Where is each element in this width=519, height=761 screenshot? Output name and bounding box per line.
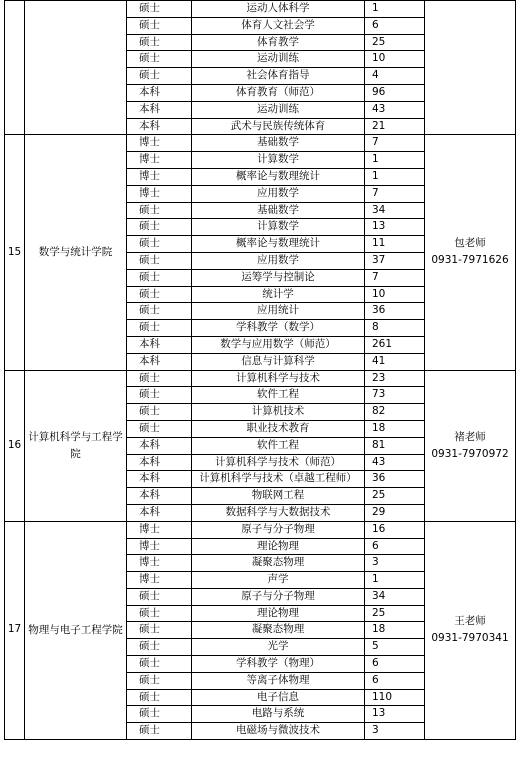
degree-level-cell: 博士 [127, 555, 192, 572]
college-name-cell: 数学与统计学院 [25, 135, 127, 370]
degree-level-cell: 本科 [127, 101, 192, 118]
college-name-cell: 物理与电子工程学院 [25, 521, 127, 739]
degree-level-cell: 本科 [127, 353, 192, 370]
degree-level-cell: 博士 [127, 185, 192, 202]
major-name-cell: 凝聚态物理 [192, 555, 365, 572]
major-name-cell: 理论物理 [192, 538, 365, 555]
enrollment-count-cell: 37 [365, 252, 425, 269]
enrollment-count-cell: 8 [365, 320, 425, 337]
contact-cell [425, 1, 516, 135]
table-body [5, 1, 516, 740]
contact-phone: 0931-7971626 [431, 254, 509, 267]
degree-level-cell: 本科 [127, 488, 192, 505]
degree-level-cell: 硕士 [127, 68, 192, 85]
major-name-cell: 运动训练 [192, 51, 365, 68]
enrollment-count-cell: 1 [365, 152, 425, 169]
major-name-cell: 职业技术教育 [192, 420, 365, 437]
degree-level-cell: 博士 [127, 168, 192, 185]
degree-level-cell: 硕士 [127, 34, 192, 51]
degree-level-cell: 硕士 [127, 639, 192, 656]
college-seq-cell: 15 [5, 135, 25, 370]
enrollment-count-cell: 1 [365, 1, 425, 18]
degree-level-cell: 硕士 [127, 219, 192, 236]
degree-level-cell: 本科 [127, 437, 192, 454]
major-name-cell: 原子与分子物理 [192, 588, 365, 605]
major-name-cell: 运动训练 [192, 101, 365, 118]
major-name-cell: 武术与民族传统体育 [192, 118, 365, 135]
enrollment-count-cell: 6 [365, 656, 425, 673]
enrollment-count-cell: 25 [365, 34, 425, 51]
major-name-cell: 计算机科学与技术 [192, 370, 365, 387]
degree-level-cell: 硕士 [127, 622, 192, 639]
enrollment-count-cell: 73 [365, 387, 425, 404]
enrollment-count-cell: 3 [365, 723, 425, 740]
table-row [5, 135, 516, 152]
major-name-cell: 体育教育（师范） [192, 84, 365, 101]
major-name-cell: 电子信息 [192, 689, 365, 706]
degree-level-cell: 硕士 [127, 202, 192, 219]
major-name-cell: 计算机技术 [192, 404, 365, 421]
enrollment-count-cell: 43 [365, 101, 425, 118]
enrollment-count-cell: 6 [365, 538, 425, 555]
degree-level-cell: 博士 [127, 152, 192, 169]
degree-level-cell: 本科 [127, 118, 192, 135]
major-name-cell: 理论物理 [192, 605, 365, 622]
enrollment-count-cell: 6 [365, 17, 425, 34]
contact-name: 王老师 [454, 615, 486, 628]
enrollment-count-cell: 41 [365, 353, 425, 370]
degree-level-cell: 硕士 [127, 605, 192, 622]
enrollment-count-cell: 81 [365, 437, 425, 454]
degree-level-cell: 硕士 [127, 320, 192, 337]
contact-cell [425, 521, 516, 739]
degree-level-cell: 硕士 [127, 17, 192, 34]
degree-level-cell: 本科 [127, 84, 192, 101]
major-name-cell: 应用数学 [192, 252, 365, 269]
table-row [5, 521, 516, 538]
college-seq-cell [5, 1, 25, 135]
major-name-cell: 原子与分子物理 [192, 521, 365, 538]
degree-level-cell: 硕士 [127, 286, 192, 303]
degree-level-cell: 本科 [127, 454, 192, 471]
major-name-cell: 计算机科学与技术（卓越工程师） [192, 471, 365, 488]
degree-level-cell: 硕士 [127, 303, 192, 320]
degree-level-cell: 硕士 [127, 1, 192, 18]
enrollment-count-cell: 6 [365, 672, 425, 689]
enrollment-count-cell: 1 [365, 572, 425, 589]
major-name-cell: 体育教学 [192, 34, 365, 51]
major-name-cell: 光学 [192, 639, 365, 656]
degree-level-cell: 硕士 [127, 252, 192, 269]
degree-level-cell: 硕士 [127, 420, 192, 437]
major-name-cell: 概率论与数理统计 [192, 236, 365, 253]
degree-level-cell: 硕士 [127, 387, 192, 404]
degree-level-cell: 硕士 [127, 269, 192, 286]
major-name-cell: 软件工程 [192, 437, 365, 454]
contact-name: 包老师 [454, 237, 486, 250]
college-name-cell: 计算机科学与工程学院 [25, 370, 127, 521]
enrollment-count-cell: 7 [365, 135, 425, 152]
degree-level-cell: 硕士 [127, 404, 192, 421]
major-name-cell: 软件工程 [192, 387, 365, 404]
table-row [5, 1, 516, 18]
enrollment-count-cell: 16 [365, 521, 425, 538]
major-name-cell: 基础数学 [192, 135, 365, 152]
enrollment-count-cell: 36 [365, 303, 425, 320]
major-name-cell: 学科教学（物理） [192, 656, 365, 673]
enrollment-count-cell: 34 [365, 202, 425, 219]
enrollment-count-cell: 25 [365, 605, 425, 622]
contact-cell [425, 135, 516, 370]
enrollment-count-cell: 82 [365, 404, 425, 421]
degree-level-cell: 本科 [127, 504, 192, 521]
degree-level-cell: 硕士 [127, 656, 192, 673]
enrollment-count-cell: 18 [365, 420, 425, 437]
enrollment-count-cell: 10 [365, 51, 425, 68]
degree-level-cell: 博士 [127, 521, 192, 538]
enrollment-count-cell: 11 [365, 236, 425, 253]
major-name-cell: 运筹学与控制论 [192, 269, 365, 286]
major-name-cell: 计算数学 [192, 219, 365, 236]
major-name-cell: 计算机科学与技术（师范） [192, 454, 365, 471]
major-name-cell: 声学 [192, 572, 365, 589]
college-name-cell [25, 1, 127, 135]
major-name-cell: 信息与计算科学 [192, 353, 365, 370]
major-name-cell: 应用统计 [192, 303, 365, 320]
enrollment-count-cell: 110 [365, 689, 425, 706]
major-name-cell: 社会体育指导 [192, 68, 365, 85]
major-name-cell: 基础数学 [192, 202, 365, 219]
degree-level-cell: 本科 [127, 471, 192, 488]
enrollment-count-cell: 36 [365, 471, 425, 488]
major-name-cell: 凝聚态物理 [192, 622, 365, 639]
degree-level-cell: 硕士 [127, 672, 192, 689]
major-name-cell: 统计学 [192, 286, 365, 303]
contact-phone: 0931-7970972 [431, 447, 509, 460]
enrollment-count-cell: 25 [365, 488, 425, 505]
major-name-cell: 数学与应用数学（师范） [192, 336, 365, 353]
degree-level-cell: 硕士 [127, 370, 192, 387]
degree-level-cell: 本科 [127, 336, 192, 353]
major-name-cell: 电路与系统 [192, 706, 365, 723]
major-name-cell: 计算数学 [192, 152, 365, 169]
degree-level-cell: 硕士 [127, 706, 192, 723]
contact-name: 褚老师 [454, 430, 486, 443]
degree-level-cell: 硕士 [127, 236, 192, 253]
enrollment-count-cell: 96 [365, 84, 425, 101]
major-name-cell: 电磁场与微波技术 [192, 723, 365, 740]
enrollment-count-cell: 5 [365, 639, 425, 656]
enrollment-count-cell: 13 [365, 219, 425, 236]
college-seq-cell: 17 [5, 521, 25, 739]
enrollment-count-cell: 10 [365, 286, 425, 303]
enrollment-count-cell: 7 [365, 185, 425, 202]
enrollment-count-cell: 1 [365, 168, 425, 185]
major-name-cell: 物联网工程 [192, 488, 365, 505]
degree-level-cell: 博士 [127, 135, 192, 152]
major-name-cell: 应用数学 [192, 185, 365, 202]
enrollment-count-cell: 7 [365, 269, 425, 286]
enrollment-count-cell: 4 [365, 68, 425, 85]
major-name-cell: 学科教学（数学） [192, 320, 365, 337]
enrollment-count-cell: 23 [365, 370, 425, 387]
enrollment-count-cell: 18 [365, 622, 425, 639]
enrollment-table [4, 0, 516, 740]
enrollment-count-cell: 21 [365, 118, 425, 135]
college-seq-cell: 16 [5, 370, 25, 521]
major-name-cell: 体育人文社会学 [192, 17, 365, 34]
table-row [5, 370, 516, 387]
degree-level-cell: 硕士 [127, 689, 192, 706]
degree-level-cell: 硕士 [127, 51, 192, 68]
enrollment-count-cell: 261 [365, 336, 425, 353]
enrollment-count-cell: 43 [365, 454, 425, 471]
major-name-cell: 概率论与数理统计 [192, 168, 365, 185]
contact-cell [425, 370, 516, 521]
major-name-cell: 运动人体科学 [192, 1, 365, 18]
enrollment-count-cell: 3 [365, 555, 425, 572]
enrollment-count-cell: 13 [365, 706, 425, 723]
major-name-cell: 等离子体物理 [192, 672, 365, 689]
enrollment-count-cell: 29 [365, 504, 425, 521]
degree-level-cell: 硕士 [127, 723, 192, 740]
degree-level-cell: 博士 [127, 538, 192, 555]
enrollment-count-cell: 34 [365, 588, 425, 605]
contact-phone: 0931-7970341 [431, 632, 509, 645]
degree-level-cell: 博士 [127, 572, 192, 589]
major-name-cell: 数据科学与大数据技术 [192, 504, 365, 521]
degree-level-cell: 硕士 [127, 588, 192, 605]
